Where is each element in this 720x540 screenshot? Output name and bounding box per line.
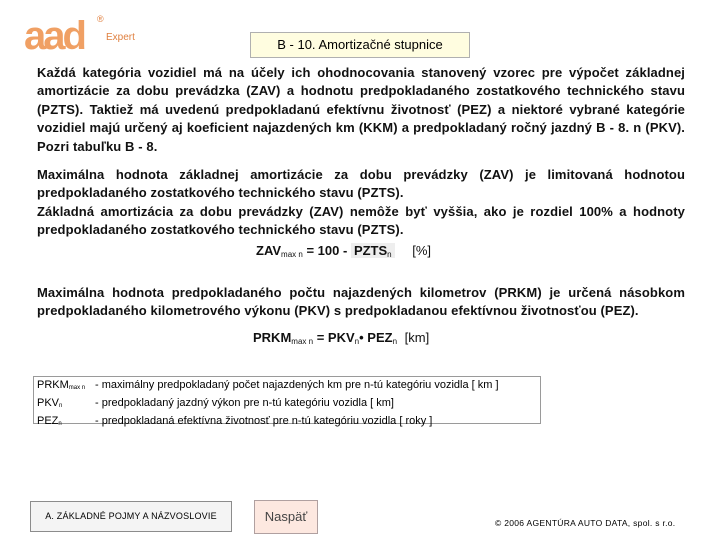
legend-description: - maximálny predpokladaný počet najazdených km pre n-tú kategóriu vozidla [ km ] <box>95 379 499 391</box>
formula-zav-lhs-sub: max n <box>281 250 303 259</box>
formula-prkm-dot: • <box>359 330 364 345</box>
formula-prkm-pkv-sub: n <box>354 337 360 346</box>
legend-symbol: $PRKM_{max n}$ <box>37 379 86 391</box>
legend-description: - predpokladaná efektívna životnosť pre n-tú kategóriu vozidla [ roky ] <box>95 415 433 427</box>
formula-zav <box>256 243 431 259</box>
formula-prkm-lhs: PRKM <box>253 330 292 345</box>
formula-prkm-eq: = PKV <box>316 330 355 345</box>
legend-box <box>33 376 541 427</box>
copyright-footer: © 2006 AGENTÚRA AUTO DATA, spol. s r.o. <box>495 518 676 528</box>
legend-symbol: $PEZ_n$ <box>37 415 62 427</box>
legend-row-pkv <box>37 396 537 414</box>
paragraph-zav-limit-line2: Základná amortizácia za dobu prevádzky (ZAV) nemôže byť vyššia, ako je rozdiel 100% a hodnoty predpokladaného zostatkového technického stavu (PZTS). <box>37 203 685 238</box>
legend-row-pez <box>37 414 537 432</box>
formula-zav-lhs: ZAV <box>256 243 282 258</box>
paragraph-zav-limit <box>37 166 685 240</box>
paragraph-prkm: Maximálna hodnota predpokladaného počtu najazdených kilometrov (PRKM) je určená násobkom predpokladaného kilometrového výkonu (PKV) s predpokladanou efektívnou životnosťou (PEZ). <box>37 285 685 319</box>
formula-zav-eq: = 100 - <box>306 243 348 258</box>
paragraph-categories: Každá kategória vozidiel má na účely ich ohodnocovania stanovený vzorec pre výpočet základnej amortizácie za dobu prevádzka (ZAV) a hodnotu predpokladaného zostatkového technického stavu (PZTS). Taktiež má uvedenú predpokladanú efektívnu životnosť (PEZ) a niektoré vybrané kategórie vozidiel majú určený aj koeficient najazdených km (KKM) a predpokladaný ročný jazdný B - 8. n (PKV). Pozri tabuľku B - 8. <box>37 65 685 154</box>
formula-zav-unit: [%] <box>412 243 432 258</box>
formula-prkm-pez-sub: n <box>392 337 398 346</box>
back-button[interactable]: Naspäť <box>254 500 318 534</box>
formula-zav-pzts: $PZTS_n$ <box>351 243 395 258</box>
legend-row-prkm <box>37 378 537 396</box>
formula-prkm-pez: PEZ <box>367 330 393 345</box>
formula-prkm-unit: [km] <box>404 330 430 345</box>
logo-text: aad <box>24 14 84 58</box>
logo-subtitle: Expert <box>106 32 135 43</box>
paragraph-zav-limit-line1: Maximálna hodnota základnej amortizácie za dobu prevádzky (ZAV) je limitovaná hodnotou predpokladaného zostatkového technického stavu (PZTS). <box>37 167 685 201</box>
aad-expert-logo <box>24 12 144 56</box>
formula-prkm-lhs-sub: max n <box>291 337 314 346</box>
legend-description: - predpokladaný jazdný výkon pre n-tú kategóriu vozidla [ km] <box>95 397 394 409</box>
formula-prkm <box>253 330 429 346</box>
page-title: B - 10. Amortizačné stupnice <box>250 32 470 58</box>
legend-symbol: $PKV_n$ <box>37 397 63 409</box>
basic-terms-button[interactable]: A. ZÁKLADNÉ POJMY A NÁZVOSLOVIE <box>30 501 232 532</box>
logo-registered-mark: ® <box>97 14 104 24</box>
